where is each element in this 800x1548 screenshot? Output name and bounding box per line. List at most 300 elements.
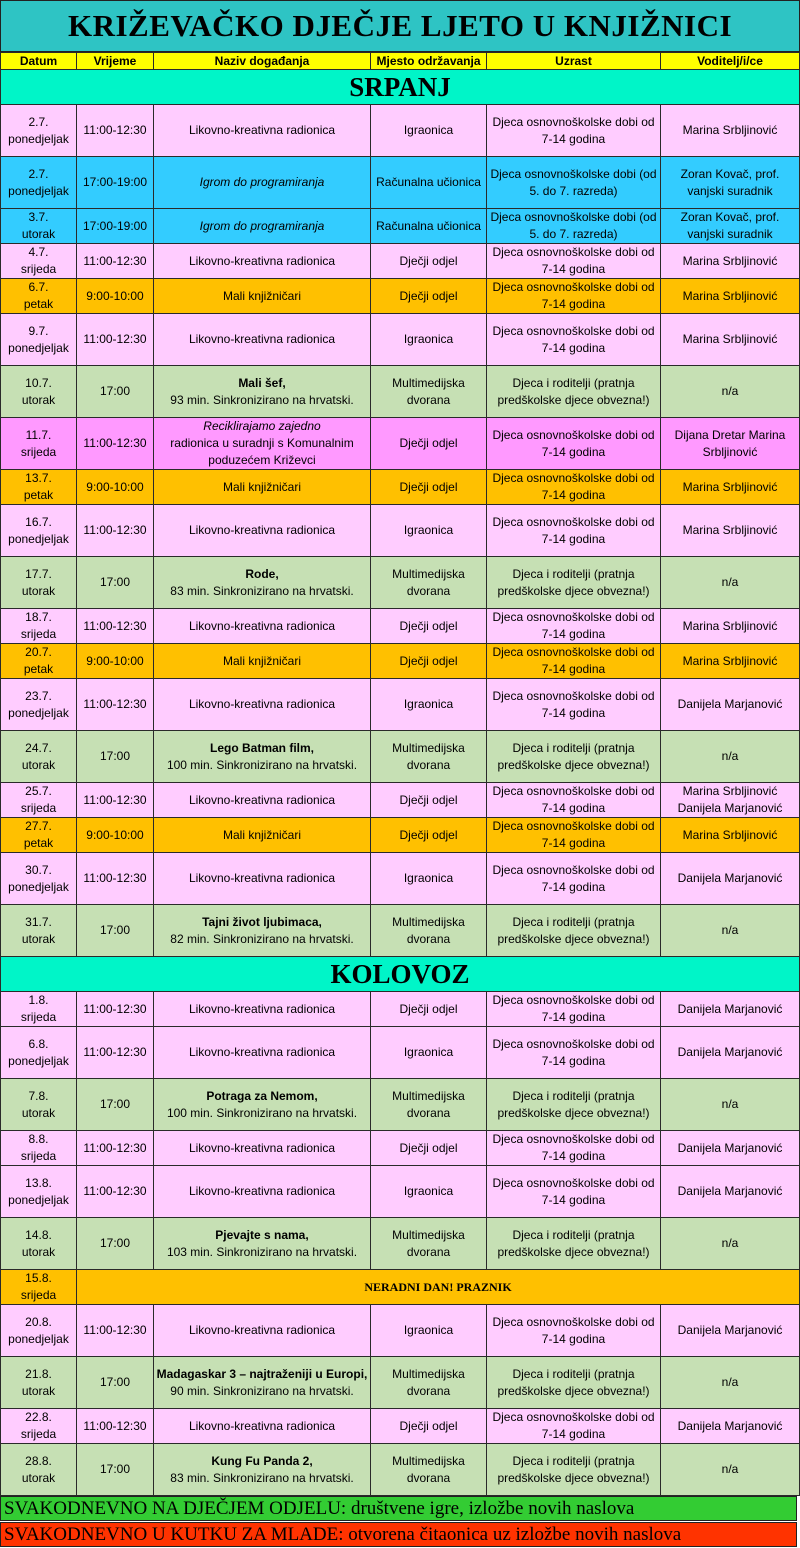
event-cell [154,783,371,818]
header-place: Mjesto održavanja [371,53,487,70]
leader-cell: Dijana Dretar Marina Srbljinović [661,418,800,470]
age-cell: Djeca i roditelji (pratnja predškolske djece obvezna!) [487,1357,661,1409]
date-cell [1,1305,77,1357]
time-cell: 17:00 [77,1444,154,1496]
weekday-value: srijeda [20,801,57,815]
event-cell [154,853,371,905]
leader-cell: Zoran Kovač, prof. vanjski suradnik [661,209,800,244]
age-cell: Djeca osnovnoškolske dobi od 7-14 godina [487,279,661,314]
date-value: 23.7. [25,688,52,703]
event-cell [154,644,371,679]
footer-youth-corner: SVAKODNEVNO U KUTKU ZA MLADE: otvorena čitaonica uz izložbe novih naslova [0,1522,797,1547]
date-value: 14.8. [25,1227,52,1242]
event-name: Likovno-kreativna radionica [188,1140,336,1155]
date-cell [1,992,77,1027]
event-name: Likovno-kreativna radionica [188,1418,336,1433]
time-cell: 11:00-12:30 [77,992,154,1027]
header-row [1,53,800,70]
weekday-value: srijeda [20,444,57,459]
leader-cell: Danijela Marjanović [661,1409,800,1444]
month-heading: SRPANJ [1,70,800,105]
event-name: Mali knjižničari [222,827,302,842]
date-cell [1,1357,77,1409]
place-cell: Multimedijska dvorana [371,1218,487,1270]
event-cell [154,418,371,470]
schedule-row [1,244,800,279]
weekday-value: ponedjeljak [8,1192,69,1207]
time-cell: 9:00-10:00 [77,818,154,853]
event-detail: 100 min. Sinkronizirano na hrvatski. [166,757,358,772]
event-detail: 83 min. Sinkronizirano na hrvatski. [170,583,354,598]
weekday-value: utorak [21,1244,56,1259]
event-cell [154,1444,371,1496]
event-cell [154,1027,371,1079]
time-cell: 9:00-10:00 [77,470,154,505]
event-cell [154,1131,371,1166]
age-cell: Djeca osnovnoškolske dobi od 7-14 godina [487,1027,661,1079]
event-detail: 93 min. Sinkronizirano na hrvatski. [170,392,354,407]
weekday-value: utorak [21,1470,56,1485]
place-cell: Igraonica [371,679,487,731]
leader-cell: Marina Srbljinović [661,818,800,853]
age-cell: Djeca osnovnoškolske dobi od 7-14 godina [487,609,661,644]
date-cell [1,783,77,818]
schedule-row [1,105,800,157]
date-cell [1,1218,77,1270]
time-cell: 9:00-10:00 [77,279,154,314]
event-cell [154,1166,371,1218]
header-event: Naziv događanja [154,53,371,70]
weekday-value: utorak [21,1383,56,1398]
place-cell: Multimedijska dvorana [371,1444,487,1496]
date-cell [1,505,77,557]
schedule-row [1,209,800,244]
date-value: 2.7. [28,114,49,129]
time-cell: 11:00-12:30 [77,1131,154,1166]
date-cell [1,209,77,244]
month-heading: KOLOVOZ [1,957,800,992]
event-name: Madagaskar 3 – najtraženiji u Europi, [156,1366,368,1381]
weekday-value: petak [23,297,54,311]
weekday-value: utorak [21,931,56,946]
event-cell [154,279,371,314]
date-cell [1,1409,77,1444]
event-cell [154,1079,371,1131]
holiday-notice: NERADNI DAN! PRAZNIK [77,1270,800,1305]
time-cell: 11:00-12:30 [77,244,154,279]
date-cell [1,1079,77,1131]
time-cell: 11:00-12:30 [77,505,154,557]
date-cell [1,905,77,957]
leader-cell: n/a [661,1079,800,1131]
event-name: Likovno-kreativna radionica [188,1323,336,1337]
time-cell: 11:00-12:30 [77,853,154,905]
time-cell: 11:00-12:30 [77,1166,154,1218]
age-cell: Djeca osnovnoškolske dobi od 7-14 godina [487,679,661,731]
leader-cell: Danijela Marjanović [661,679,800,731]
date-value: 20.7. [25,645,52,659]
leader-cell: Marina Srbljinović [661,609,800,644]
time-cell: 11:00-12:30 [77,105,154,157]
leader-cell: Marina Srbljinović [661,105,800,157]
schedule-row [1,314,800,366]
age-cell: Djeca osnovnoškolske dobi od 7-14 godina [487,1131,661,1166]
place-cell: Dječji odjel [371,644,487,679]
schedule-row [1,783,800,818]
event-name: Likovno-kreativna radionica [188,332,336,346]
leader-cell: n/a [661,731,800,783]
schedule-row [1,470,800,505]
schedule-row [1,418,800,470]
date-value: 6.8. [28,1036,49,1051]
date-value: 21.8. [25,1366,52,1381]
event-detail: 103 min. Sinkronizirano na hrvatski. [166,1244,358,1259]
schedule-row [1,1305,800,1357]
event-cell [154,1409,371,1444]
age-cell: Djeca osnovnoškolske dobi od 7-14 godina [487,853,661,905]
date-value: 10.7. [25,375,52,390]
place-cell: Dječji odjel [371,244,487,279]
age-cell: Djeca osnovnoškolske dobi od 7-14 godina [487,418,661,470]
weekday-value: srijeda [20,1288,57,1302]
time-cell: 17:00 [77,1079,154,1131]
event-cell [154,818,371,853]
event-name: Likovno-kreativna radionica [188,1001,336,1016]
leader-cell: n/a [661,1218,800,1270]
weekday-value: srijeda [20,262,57,276]
age-cell: Djeca osnovnoškolske dobi od 7-14 godina [487,105,661,157]
event-cell [154,731,371,783]
date-value: 16.7. [25,514,52,529]
header-date: Datum [1,53,77,70]
date-cell [1,679,77,731]
schedule-row [1,679,800,731]
leader-cell: Marina Srbljinović [661,470,800,505]
date-value: 31.7. [25,914,52,929]
schedule-row [1,1357,800,1409]
time-cell: 11:00-12:30 [77,314,154,366]
age-cell: Djeca osnovnoškolske dobi od 7-14 godina [487,244,661,279]
date-cell [1,244,77,279]
schedule-row [1,992,800,1027]
leader-cell: Danijela Marjanović [661,1166,800,1218]
place-cell: Multimedijska dvorana [371,1357,487,1409]
event-detail: 83 min. Sinkronizirano na hrvatski. [170,1470,354,1485]
event-name: Mali knjižničari [222,653,302,668]
place-cell: Dječji odjel [371,470,487,505]
time-cell: 11:00-12:30 [77,1027,154,1079]
weekday-value: petak [23,662,54,676]
date-cell [1,279,77,314]
schedule-row [1,1166,800,1218]
leader-cell: Marina Srbljinović Danijela Marjanović [661,783,800,818]
place-cell: Igraonica [371,505,487,557]
schedule-row [1,279,800,314]
time-cell: 17:00-19:00 [77,157,154,209]
place-cell: Dječji odjel [371,279,487,314]
time-cell: 17:00 [77,731,154,783]
month-row [1,957,800,992]
date-cell [1,1270,77,1305]
weekday-value: utorak [21,227,56,241]
age-cell: Djeca osnovnoškolske dobi od 7-14 godina [487,818,661,853]
event-name: Rode, [245,566,279,581]
event-cell [154,366,371,418]
time-cell: 11:00-12:30 [77,1409,154,1444]
schedule-row [1,818,800,853]
leader-cell: n/a [661,366,800,418]
age-cell: Djeca i roditelji (pratnja predškolske djece obvezna!) [487,1218,661,1270]
age-cell: Djeca osnovnoškolske dobi od 7-14 godina [487,783,661,818]
place-cell: Igraonica [371,1166,487,1218]
place-cell: Igraonica [371,853,487,905]
event-name: Likovno-kreativna radionica [188,871,336,885]
event-detail: radionica u suradnji s Komunalnim poduzećem Križevci [170,436,354,467]
weekday-value: srijeda [20,1149,57,1163]
weekday-value: srijeda [20,1427,57,1441]
date-cell [1,157,77,209]
weekday-value: petak [23,488,54,502]
age-cell: Djeca i roditelji (pratnja predškolske djece obvezna!) [487,1079,661,1131]
date-value: 1.8. [28,993,49,1007]
place-cell: Dječji odjel [371,609,487,644]
event-cell [154,470,371,505]
weekday-value: utorak [21,757,56,772]
time-cell: 11:00-12:30 [77,679,154,731]
date-value: 7.8. [28,1088,49,1103]
date-cell [1,644,77,679]
date-cell [1,1444,77,1496]
place-cell: Igraonica [371,314,487,366]
date-cell [1,314,77,366]
place-cell: Računalna učionica [371,157,487,209]
place-cell: Računalna učionica [371,209,487,244]
event-name: Pjevajte s nama, [215,1227,309,1242]
weekday-value: ponedjeljak [8,1053,69,1068]
leader-cell: Danijela Marjanović [661,1131,800,1166]
event-cell [154,1305,371,1357]
leader-cell: Marina Srbljinović [661,505,800,557]
place-cell: Dječji odjel [371,418,487,470]
leader-cell: Marina Srbljinović [661,279,800,314]
event-cell [154,314,371,366]
leader-cell: Zoran Kovač, prof. vanjski suradnik [661,157,800,209]
leader-cell: n/a [661,557,800,609]
date-value: 30.7. [25,862,52,877]
date-cell [1,609,77,644]
schedule-body [1,70,800,1496]
weekday-value: ponedjeljak [8,340,69,355]
date-value: 6.7. [28,280,49,294]
place-cell: Dječji odjel [371,1131,487,1166]
event-name: Likovno-kreativna radionica [188,123,336,137]
leader-cell: n/a [661,1357,800,1409]
time-cell: 11:00-12:30 [77,609,154,644]
leader-cell: n/a [661,1444,800,1496]
age-cell: Djeca osnovnoškolske dobi (od 5. do 7. razreda) [487,209,661,244]
age-cell: Djeca osnovnoškolske dobi od 7-14 godina [487,470,661,505]
event-cell [154,905,371,957]
age-cell: Djeca osnovnoškolske dobi od 7-14 godina [487,1409,661,1444]
weekday-value: ponedjeljak [8,1331,69,1346]
date-value: 22.8. [25,1410,52,1424]
date-value: 28.8. [25,1453,52,1468]
holiday-row [1,1270,800,1305]
weekday-value: utorak [21,1105,56,1120]
leader-cell: Marina Srbljinović [661,314,800,366]
weekday-value: srijeda [20,627,57,641]
header-age: Uzrast [487,53,661,70]
weekday-value: utorak [21,583,56,598]
date-value: 18.7. [25,610,52,624]
event-cell [154,505,371,557]
event-cell [154,609,371,644]
date-value: 9.7. [28,323,49,338]
leader-cell: Marina Srbljinović [661,244,800,279]
schedule-row [1,1218,800,1270]
event-name: Potraga za Nemom, [206,1088,318,1103]
date-cell [1,731,77,783]
schedule-table [0,52,800,1496]
date-value: 20.8. [25,1314,52,1329]
weekday-value: ponedjeljak [8,183,69,198]
schedule-row [1,905,800,957]
date-value: 8.8. [28,1132,49,1146]
event-detail: 82 min. Sinkronizirano na hrvatski. [170,931,354,946]
date-value: 13.8. [25,1175,52,1190]
time-cell: 17:00 [77,905,154,957]
event-name: Igrom do programiranja [199,175,325,189]
schedule-row [1,557,800,609]
event-cell [154,105,371,157]
place-cell: Multimedijska dvorana [371,905,487,957]
date-value: 27.7. [25,819,52,833]
age-cell: Djeca i roditelji (pratnja predškolske djece obvezna!) [487,905,661,957]
event-name: Tajni život ljubimaca, [202,914,322,929]
event-name: Mali knjižničari [222,288,302,303]
date-cell [1,105,77,157]
place-cell: Multimedijska dvorana [371,557,487,609]
event-cell [154,1357,371,1409]
schedule-row [1,505,800,557]
date-cell [1,853,77,905]
date-cell [1,470,77,505]
age-cell: Djeca osnovnoškolske dobi (od 5. do 7. razreda) [487,157,661,209]
age-cell: Djeca osnovnoškolske dobi od 7-14 godina [487,1166,661,1218]
age-cell: Djeca osnovnoškolske dobi od 7-14 godina [487,505,661,557]
age-cell: Djeca i roditelji (pratnja predškolske djece obvezna!) [487,1444,661,1496]
place-cell: Multimedijska dvorana [371,731,487,783]
weekday-value: ponedjeljak [8,131,69,146]
leader-cell: Danijela Marjanović [661,1027,800,1079]
date-value: 25.7. [25,784,52,798]
schedule-row [1,366,800,418]
schedule-row [1,731,800,783]
schedule-row [1,157,800,209]
weekday-value: ponedjeljak [8,531,69,546]
age-cell: Djeca osnovnoškolske dobi od 7-14 godina [487,314,661,366]
weekday-value: utorak [21,392,56,407]
event-cell [154,209,371,244]
event-name: Mali šef, [238,375,286,390]
weekday-value: ponedjeljak [8,879,69,894]
date-cell [1,366,77,418]
time-cell: 11:00-12:30 [77,418,154,470]
schedule-row [1,853,800,905]
place-cell: Multimedijska dvorana [371,1079,487,1131]
time-cell: 17:00-19:00 [77,209,154,244]
time-cell: 9:00-10:00 [77,644,154,679]
event-name: Kung Fu Panda 2, [211,1453,313,1468]
date-value: 15.8. [25,1271,52,1285]
event-name: Reciklirajamo zajedno [203,419,321,433]
event-name: Lego Batman film, [209,740,314,755]
event-cell [154,992,371,1027]
place-cell: Igraonica [371,105,487,157]
date-cell [1,557,77,609]
place-cell: Multimedijska dvorana [371,366,487,418]
date-value: 17.7. [25,566,52,581]
event-name: Likovno-kreativna radionica [188,697,336,711]
leader-cell: Danijela Marjanović [661,992,800,1027]
event-name: Mali knjižničari [222,479,302,494]
time-cell: 11:00-12:30 [77,783,154,818]
age-cell: Djeca i roditelji (pratnja predškolske djece obvezna!) [487,366,661,418]
footer-childrens-dept: SVAKODNEVNO NA DJEČJEM ODJELU: društvene igre, izložbe novih naslova [0,1496,797,1521]
event-name: Likovno-kreativna radionica [188,1045,336,1059]
weekday-value: ponedjeljak [8,705,69,720]
event-name: Likovno-kreativna radionica [188,253,336,268]
event-name: Likovno-kreativna radionica [188,618,336,633]
event-cell [154,244,371,279]
date-value: 13.7. [25,471,52,485]
weekday-value: petak [23,836,54,850]
event-cell [154,557,371,609]
age-cell: Djeca osnovnoškolske dobi od 7-14 godina [487,992,661,1027]
schedule-row [1,609,800,644]
date-value: 3.7. [28,210,49,224]
event-name: Likovno-kreativna radionica [188,792,336,807]
date-cell [1,818,77,853]
event-detail: 90 min. Sinkronizirano na hrvatski. [170,1383,354,1398]
event-name: Likovno-kreativna radionica [188,523,336,537]
time-cell: 17:00 [77,1218,154,1270]
time-cell: 17:00 [77,1357,154,1409]
time-cell: 17:00 [77,557,154,609]
schedule-row [1,1409,800,1444]
leader-cell: Marina Srbljinović [661,644,800,679]
schedule-row [1,1079,800,1131]
leader-cell: Danijela Marjanović [661,853,800,905]
age-cell: Djeca i roditelji (pratnja predškolske djece obvezna!) [487,557,661,609]
place-cell: Igraonica [371,1305,487,1357]
schedule-row [1,644,800,679]
date-cell [1,1166,77,1218]
age-cell: Djeca osnovnoškolske dobi od 7-14 godina [487,1305,661,1357]
event-name: Igrom do programiranja [199,218,325,233]
age-cell: Djeca i roditelji (pratnja predškolske djece obvezna!) [487,731,661,783]
date-value: 11.7. [25,427,52,442]
schedule-row [1,1131,800,1166]
place-cell: Dječji odjel [371,1409,487,1444]
place-cell: Igraonica [371,1027,487,1079]
leader-cell: n/a [661,905,800,957]
schedule-row [1,1027,800,1079]
leader-cell: Danijela Marjanović [661,1305,800,1357]
month-row [1,70,800,105]
place-cell: Dječji odjel [371,818,487,853]
header-leader: Voditelj/i/ce [661,53,800,70]
